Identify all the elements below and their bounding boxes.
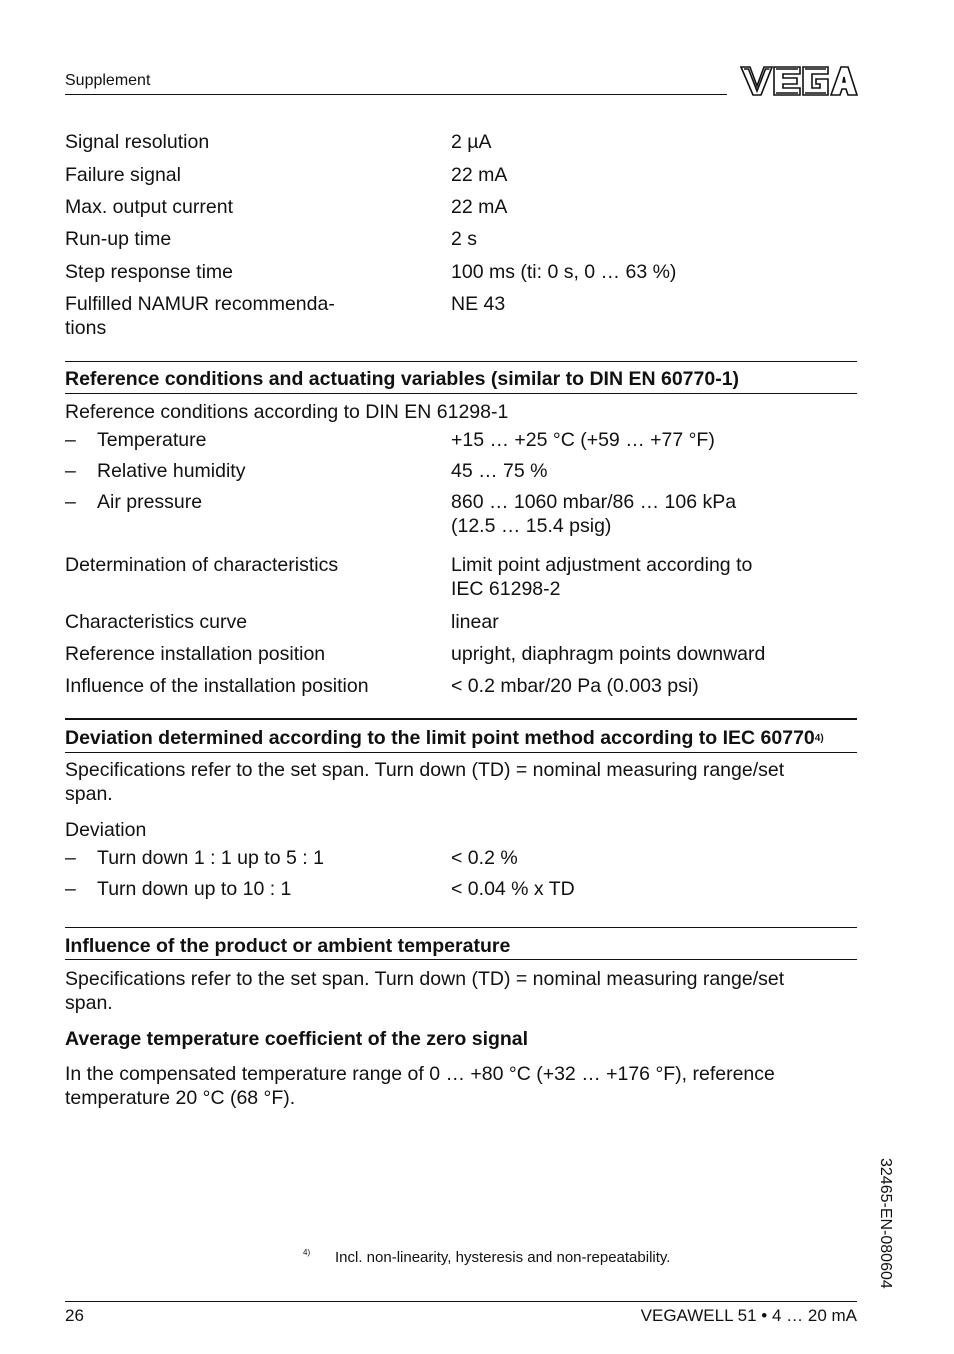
vega-logo [740,64,858,98]
header-rule [65,94,727,95]
dash-bullet: – [65,429,76,451]
product-name: VEGAWELL 51 • 4 … 20 mA [640,1306,857,1325]
value-line: (12.5 … 15.4 psig) [451,515,612,537]
dash-bullet: – [65,491,76,513]
spec-label [65,292,445,340]
section-title-deviation [65,726,857,751]
spec-value: 2 s [451,228,478,250]
spec-value: NE 43 [451,293,506,315]
deviation-item-label: Turn down up to 10 : 1 [97,878,292,900]
spec-label-line: Fulfilled NAMUR recommenda- [65,293,335,315]
spec-value: 22 mA [451,196,508,218]
reference-row-value: < 0.2 mbar/20 Pa (0.003 psi) [451,675,699,697]
reference-row-value [451,553,857,601]
section-title-reference: Reference conditions and actuating variables (similar to DIN EN 60770-1) [65,368,740,390]
section-rule-bottom [65,959,857,960]
footnote-text: Incl. non-linearity, hysteresis and non-repeatability. [335,1249,671,1266]
spec-label: Run-up time [65,228,172,250]
influence-paragraph [65,967,857,1015]
reference-item-value [451,490,857,538]
deviation-item-label: Turn down 1 : 1 up to 5 : 1 [97,847,324,869]
dash-bullet: – [65,460,76,482]
paragraph-line: temperature 20 °C (68 °F). [65,1087,296,1109]
spec-value: 22 mA [451,164,508,186]
section-rule-bottom [65,393,857,394]
footnote-ref: 4) [814,733,824,744]
dash-bullet: – [65,878,76,900]
spec-label: Max. output current [65,196,233,218]
paragraph-line: Specifications refer to the set span. Turn down (TD) = nominal measuring range/set [65,968,785,990]
subheading-zero-signal: Average temperature coefficient of the zero signal [65,1028,529,1050]
reference-row-label: Determination of characteristics [65,554,339,576]
influence-text [65,1062,857,1110]
paragraph-line: span. [65,783,113,805]
paragraph-line: In the compensated temperature range of 0 … +80 °C (+32 … +176 °F), reference [65,1063,775,1085]
deviation-paragraph [65,758,857,806]
page-number: 26 [65,1306,84,1325]
reference-row-label: Influence of the installation position [65,675,369,697]
spec-label: Step response time [65,261,234,283]
spec-label-line: tions [65,317,107,339]
spec-value: 2 µA [451,131,492,153]
dash-bullet: – [65,847,76,869]
value-line: IEC 61298-2 [451,578,561,600]
spec-label: Signal resolution [65,131,210,153]
spec-label: Failure signal [65,164,181,186]
value-line: Limit point adjustment according to [451,554,753,576]
reference-row-label: Characteristics curve [65,611,248,633]
running-header: Supplement [65,72,151,89]
deviation-item-value: < 0.04 % x TD [451,878,575,900]
reference-item-value: +15 … +25 °C (+59 … +77 °F) [451,429,715,451]
deviation-item-value: < 0.2 % [451,847,518,869]
reference-row-value: linear [451,611,499,633]
section-rule-bottom [65,752,857,753]
reference-intro: Reference conditions according to DIN EN 61298-1 [65,401,509,423]
footer-rule [65,1301,857,1302]
reference-item-value: 45 … 75 % [451,460,548,482]
spec-value: 100 ms (ti: 0 s, 0 … 63 %) [451,261,677,283]
value-line: 860 … 1060 mbar/86 … 106 kPa [451,491,737,513]
section-rule-top [65,927,857,928]
footnote-mark: 4) [303,1248,311,1257]
reference-row-value: upright, diaphragm points downward [451,643,766,665]
reference-item-label: Temperature [97,429,207,451]
section-title-text: Deviation determined according to the limit point method according to IEC 60770 [65,727,815,749]
section-rule-top [65,361,857,362]
paragraph-line: span. [65,992,113,1014]
reference-item-label: Relative humidity [97,460,246,482]
section-title-influence: Influence of the product or ambient temperature [65,935,511,957]
reference-item-label: Air pressure [97,491,203,513]
document-number: 32465-EN-080604 [877,1158,894,1289]
reference-row-label: Reference installation position [65,643,326,665]
paragraph-line: Specifications refer to the set span. Turn down (TD) = nominal measuring range/set [65,759,785,781]
section-rule-top [65,718,857,720]
deviation-label: Deviation [65,819,147,841]
